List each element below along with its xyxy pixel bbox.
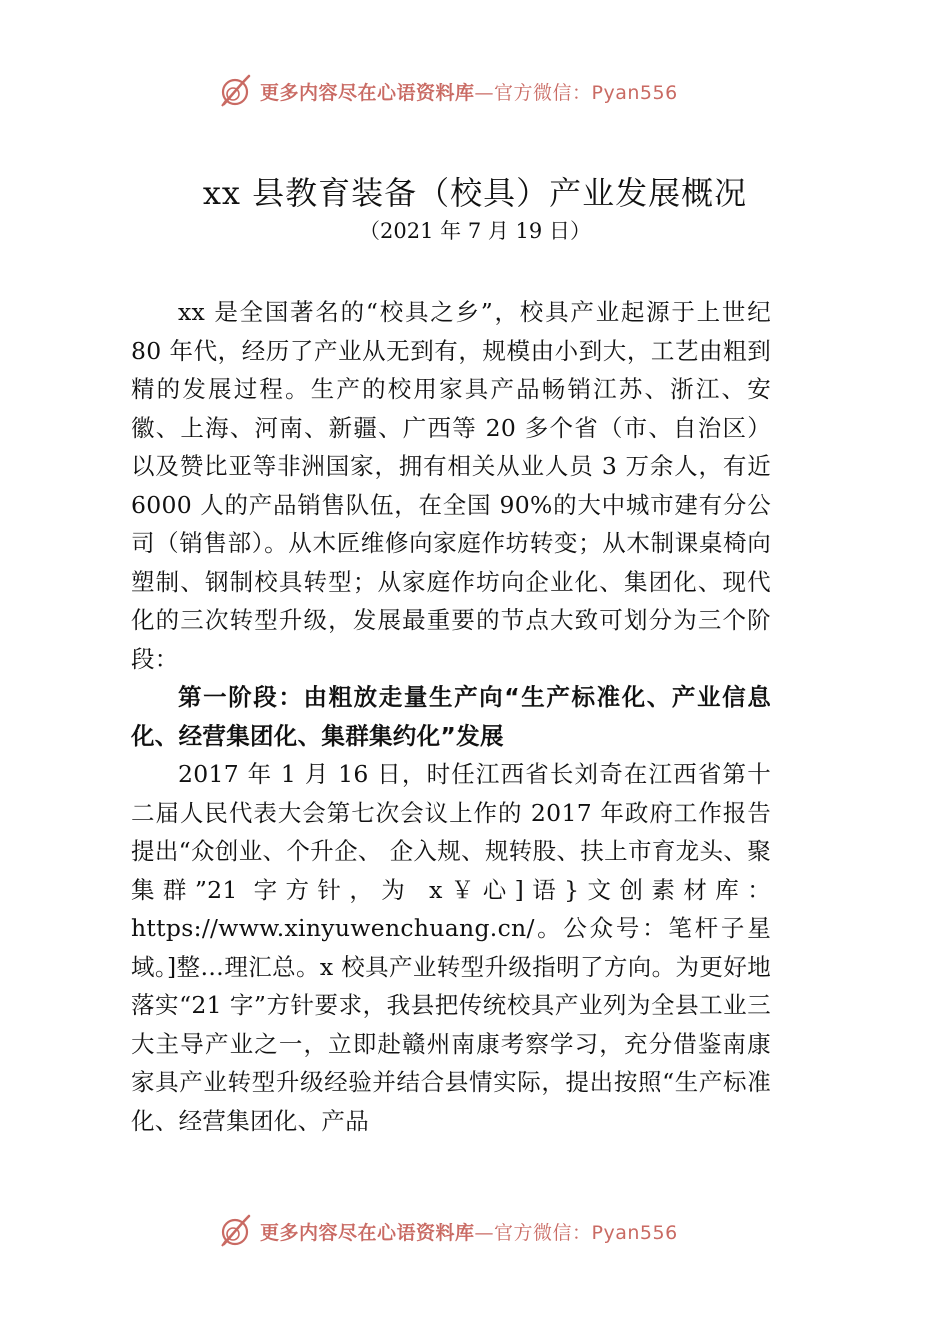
document-date: （2021 年 7 月 19 日） bbox=[359, 219, 591, 243]
watermark-sep: — bbox=[474, 1221, 495, 1244]
brush-logo-icon bbox=[218, 1213, 254, 1249]
watermark-official: 官方微信： bbox=[494, 81, 592, 104]
paragraph-intro: xx 是全国著名的“校具之乡”，校具产业起源于上世纪 80 年代，经历了产业从无到有，规模由小到大，工艺由粗到精的发展过程。生产的校用家具产品畅销江苏、浙江、安徽、上海、河南、新疆、广西等 20 多个省（市、自治区）以及赞比亚等非洲国家，拥有相关从业人员 3 万余人，有近 6000 人的产品销售队伍，在全国 90%的大中城市建有分公司（销售部）。从木匠维修向家庭作坊转变；从木制课桌椅向塑制、钢制校具转型；从家庭作坊向企业化、集团化、现代化的三次转型升级，发展最重要的节点大致可划分为三个阶段： bbox=[131, 298, 771, 673]
watermark-text bbox=[260, 1218, 678, 1245]
section-heading-stage-one: 第一阶段：由粗放走量生产向“生产标准化、产业信息化、经营集团化、集群集约化”发展 bbox=[131, 683, 771, 750]
watermark-header bbox=[218, 71, 678, 111]
watermark-id: Pyan556 bbox=[591, 1221, 678, 1244]
document-title: xx 县教育装备（校具）产业发展概况 bbox=[202, 174, 748, 212]
watermark-text bbox=[260, 78, 678, 105]
document-body bbox=[131, 293, 771, 1140]
watermark-id: Pyan556 bbox=[591, 81, 678, 104]
watermark-main: 更多内容尽在心语资料库 bbox=[260, 81, 475, 104]
watermark-footer bbox=[218, 1211, 678, 1251]
watermark-sep: — bbox=[474, 81, 495, 104]
watermark-main: 更多内容尽在心语资料库 bbox=[260, 1221, 475, 1244]
watermark-official: 官方微信： bbox=[494, 1221, 592, 1244]
paragraph-stage-one: 2017 年 1 月 16 日，时任江西省长刘奇在江西省第十二届人民代表大会第七次会议上作的 2017 年政府工作报告提出“众创业、个升企、 企入规、规转股、扶上市育龙头、聚集群”21 字方针，为 x￥心]语}文创素材库：https://www.xinyuwenchuang.cn/。公众号：笔杆子星域。]整…理汇总。x 校具产业转型升级指明了方向。为更好地落实“21 字”方针要求，我县把传统校具产业列为全县工业三大主导产业之一，立即赴赣州南康考察学习，充分借鉴南康家具产业转型升级经验并结合县情实际，提出按照“生产标准化、经营集团化、产品 bbox=[131, 760, 771, 1135]
brush-logo-icon bbox=[218, 73, 254, 109]
